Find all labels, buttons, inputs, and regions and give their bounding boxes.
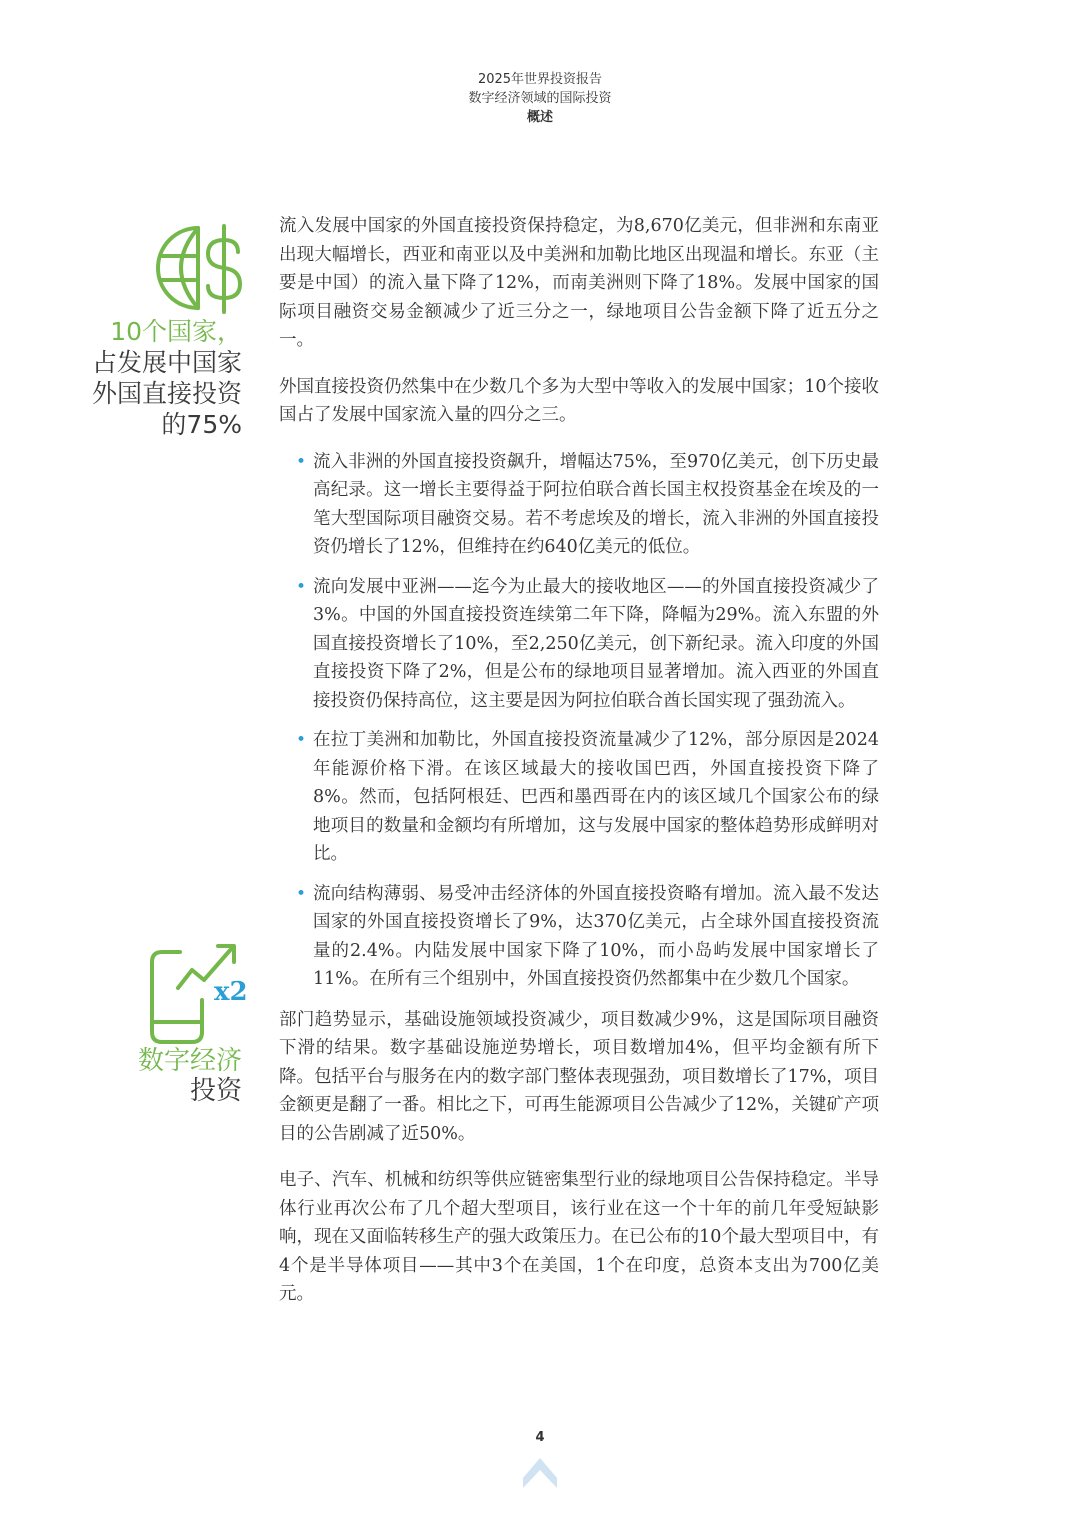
section-title: 概述: [526, 110, 553, 125]
bullet-dot: •: [296, 576, 307, 597]
callout-1-line2: 占发展中国家: [91, 348, 242, 377]
callout-2-line1: 数字经济: [137, 1046, 242, 1076]
list-item: [296, 726, 879, 869]
list-item-text: 流入非洲的外国直接投资飙升，增幅达75%，至970亿美元，创下历史最高纪录。这一增长主要得益于阿拉伯联合酋长国主权投资基金在埃及的一笔大型国际项目融资交易。若不考虑埃及的增长，流入非洲的外国直接投资仍增长了12%，但维持在约640亿美元的低位。: [313, 451, 879, 557]
phone-growth-x2-icon: [142, 940, 248, 1046]
paragraph-2: 外国直接投资仍然集中在少数几个多为大型中等收入的发展中国家；10个接收国占了发展中国家流入量的四分之三。: [279, 376, 879, 425]
callout-1-line4: 的75%: [161, 410, 242, 439]
list-item-text: 在拉丁美洲和加勒比，外国直接投资流量减少了12%，部分原因是2024年能源价格下滑。在该区域最大的接收国巴西，外国直接投资下降了8%。然而，包括阿根廷、巴西和墨西哥在内的该区域几个国家公布的绿地项目的数量和金额均有所增加，这与发展中国家的整体趋势形成鲜明对比。: [313, 730, 879, 864]
paragraph-1: 流入发展中国家的外国直接投资保持稳定，为8,670亿美元，但非洲和东南亚出现大幅增长，西亚和南亚以及中美洲和加勒比地区出现温和增长。东亚（主要是中国）的流入量下降了12%，而南美洲则下降了18%。发展中国家的国际项目融资交易金额减少了近三分之一，绿地项目公告金额下降了近五分之一。: [279, 216, 879, 350]
paragraph-4: 电子、汽车、机械和纺织等供应链密集型行业的绿地项目公告保持稳定。半导体行业再次公布了几个超大型项目，该行业在这一个十年的前几年受短缺影响，现在又面临转移生产的强大政策压力。在已公布的10个最大型项目中，有4个是半导体项目——其中3个在美国，1个在印度，总资本支出为700亿美元。: [279, 1170, 879, 1304]
x2-badge: x2: [214, 977, 248, 1007]
page-number: 4: [535, 1430, 545, 1445]
globe-dollar-icon: [142, 220, 242, 316]
callout-1-line3: 外国直接投资: [91, 379, 242, 408]
callout-digital-investment: [60, 940, 248, 1106]
list-item: [296, 880, 879, 994]
callout-1-line1: 10个国家，: [110, 317, 242, 346]
callout-2-line2: 投资: [189, 1076, 242, 1106]
bullet-dot: •: [296, 451, 307, 472]
list-item: [296, 448, 879, 562]
bullet-dot: •: [296, 883, 307, 904]
chevron-up-icon[interactable]: [521, 1456, 559, 1490]
list-item-text: 流向结构薄弱、易受冲击经济体的外国直接投资略有增加。流入最不发达国家的外国直接投资增长了9%，达370亿美元，占全球外国直接投资流量的2.4%。内陆发展中国家下降了10%，而小岛屿发展中国家增长了11%。在所有三个组别中，外国直接投资仍然都集中在少数几个国家。: [313, 883, 879, 989]
list-item-text: 流向发展中亚洲——迄今为止最大的接收地区——的外国直接投资减少了3%。中国的外国直接投资连续第二年下降，降幅为29%。流入东盟的外国直接投资增长了10%，至2,250亿美元，创下新纪录。流入印度的外国直接投资下降了2%，但是公布的绿地项目显著增加。流入西亚的外国直接投资仍保持高位，这主要是因为阿拉伯联合酋长国实现了强劲流入。: [313, 576, 879, 711]
paragraph-3: 部门趋势显示，基础设施领域投资减少，项目数减少9%，这是国际项目融资下滑的结果。数字基础设施逆势增长，项目数增加4%，但平均金额有所下降。包括平台与服务在内的数字部门整体表现强劲，项目数增长了17%，项目金额更是翻了一番。相比之下，可再生能源项目公告减少了12%，关键矿产项目的公告剧减了近50%。: [279, 1009, 879, 1144]
bullet-dot: •: [296, 730, 307, 750]
bullet-list: [279, 448, 879, 994]
report-subtitle: 数字经济领域的国际投资: [468, 91, 612, 106]
callout-top-countries: [60, 220, 242, 440]
main-content: [279, 212, 879, 1327]
report-title: 2025年世界投资报告: [477, 72, 603, 87]
page-header: [0, 70, 1080, 127]
list-item: [296, 573, 879, 716]
